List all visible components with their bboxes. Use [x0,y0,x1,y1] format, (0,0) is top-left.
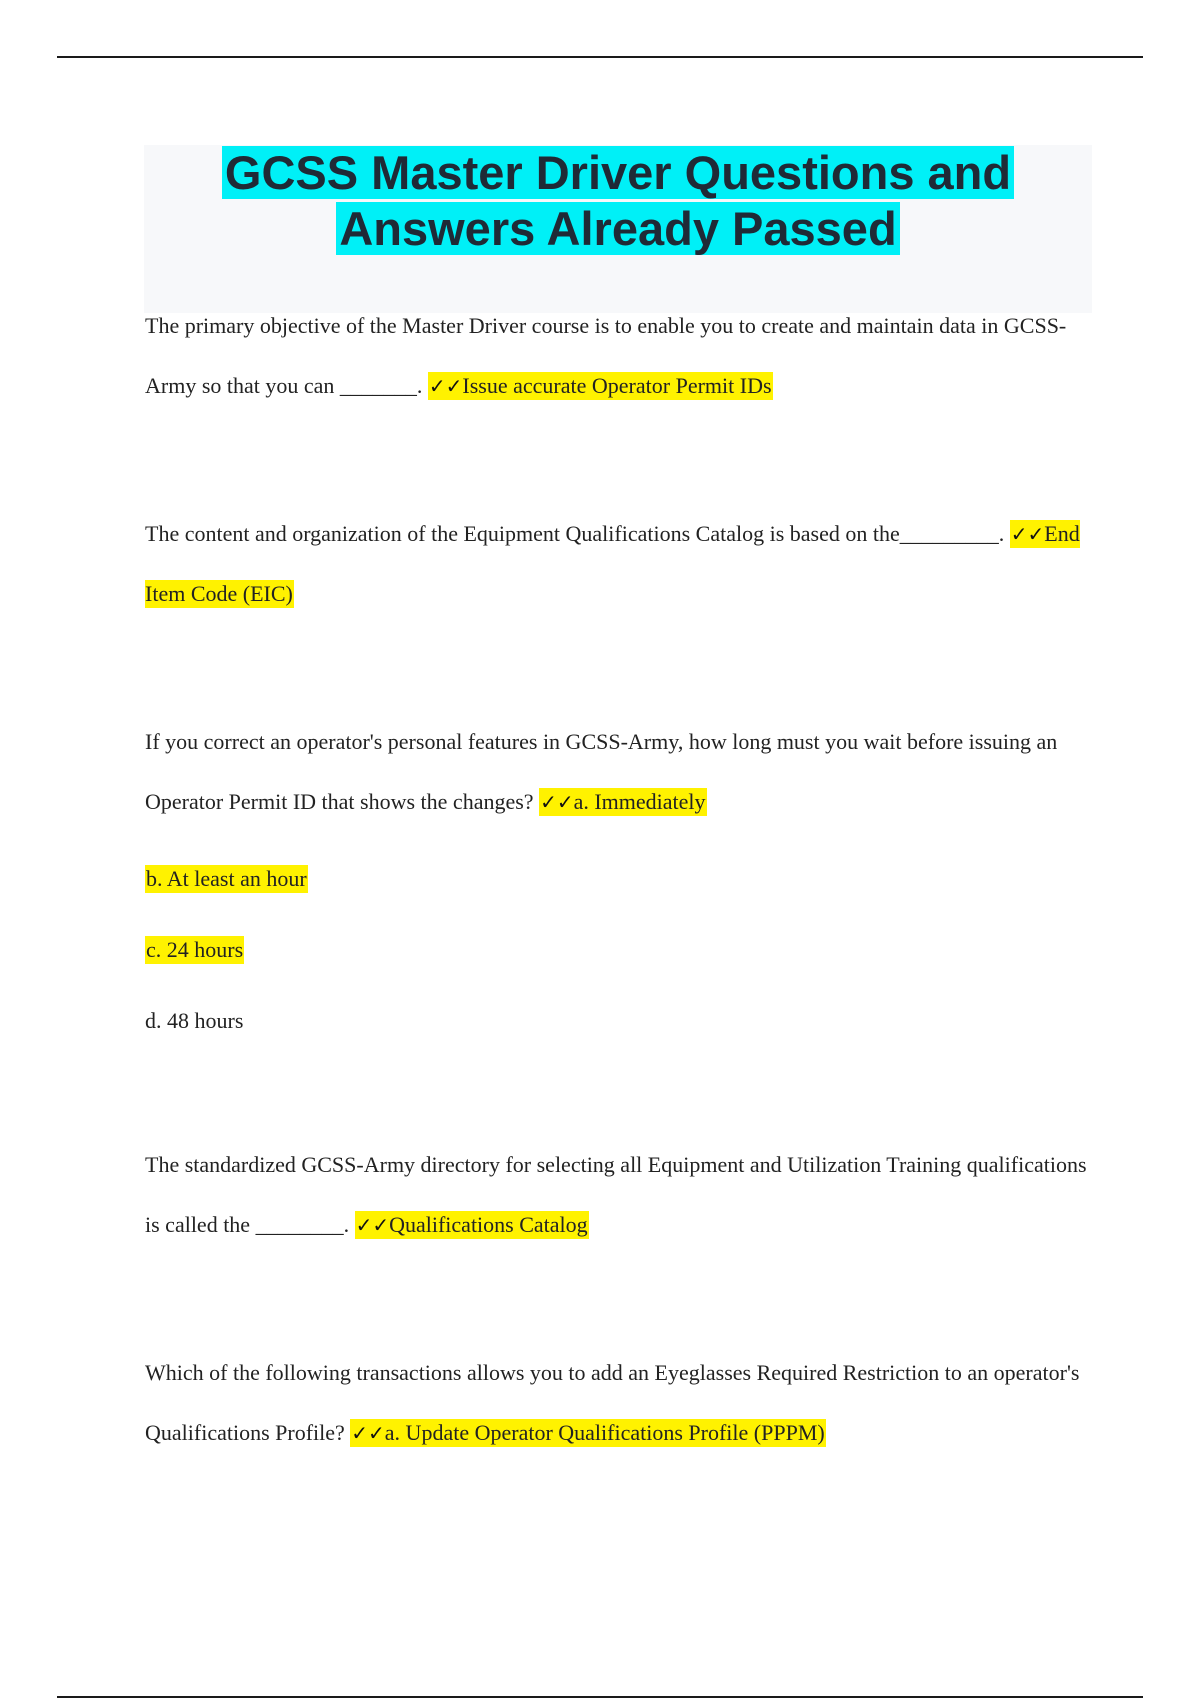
check-icon: ✓✓ [351,1421,385,1445]
check-icon: ✓✓ [540,790,574,814]
option-b-text: b. At least an hour [146,866,307,891]
question-3-option-c [145,935,244,965]
title-line-1: GCSS Master Driver Questions and [222,146,1014,199]
question-1-answer [428,372,773,400]
question-4-answer-text: Qualifications Catalog [389,1212,588,1237]
question-5 [145,1343,1105,1463]
question-2-answer-text: End Item Code (EIC) [145,521,1080,606]
question-3-option-d [145,1006,243,1036]
title-banner [144,145,1092,313]
check-icon: ✓✓ [1010,522,1045,546]
question-5-prompt: Which of the following transactions allows you to add an Eyeglasses Required Restriction to an operator's Qualifications Profile? [145,1360,1080,1445]
option-c-text: c. 24 hours [146,937,244,962]
header-rule [57,56,1143,58]
question-4 [145,1135,1105,1255]
question-5-answer [350,1419,825,1447]
question-3-prompt: If you correct an operator's personal features in GCSS-Army, how long must you wait before issuing an Operator Permit ID that shows the changes? [145,729,1058,814]
question-1-prompt: The primary objective of the Master Driver course is to enable you to create and maintain data in GCSS-Army so that you can _______. [145,313,1067,398]
question-1 [145,296,1105,416]
question-3-answer [539,788,706,816]
question-4-prompt: The standardized GCSS-Army directory for selecting all Equipment and Utilization Training qualifications is called the ________. [145,1152,1087,1237]
question-3-option-b [145,864,308,894]
question-2-prompt: The content and organization of the Equipment Qualifications Catalog is based on the_________. [145,521,1005,546]
title-line-2: Answers Already Passed [336,202,899,255]
question-5-answer-text: a. Update Operator Qualifications Profile (PPPM) [384,1420,825,1445]
footer-rule [57,1696,1143,1698]
question-2 [145,504,1105,624]
question-3 [145,712,1105,832]
document-title [144,145,1092,257]
question-4-answer [355,1211,589,1239]
check-icon: ✓✓ [355,1213,390,1237]
check-icon: ✓✓ [428,374,463,398]
question-3-answer-text: a. Immediately [573,789,706,814]
question-1-answer-text: Issue accurate Operator Permit IDs [462,373,772,398]
option-d-text: d. 48 hours [145,1008,244,1033]
